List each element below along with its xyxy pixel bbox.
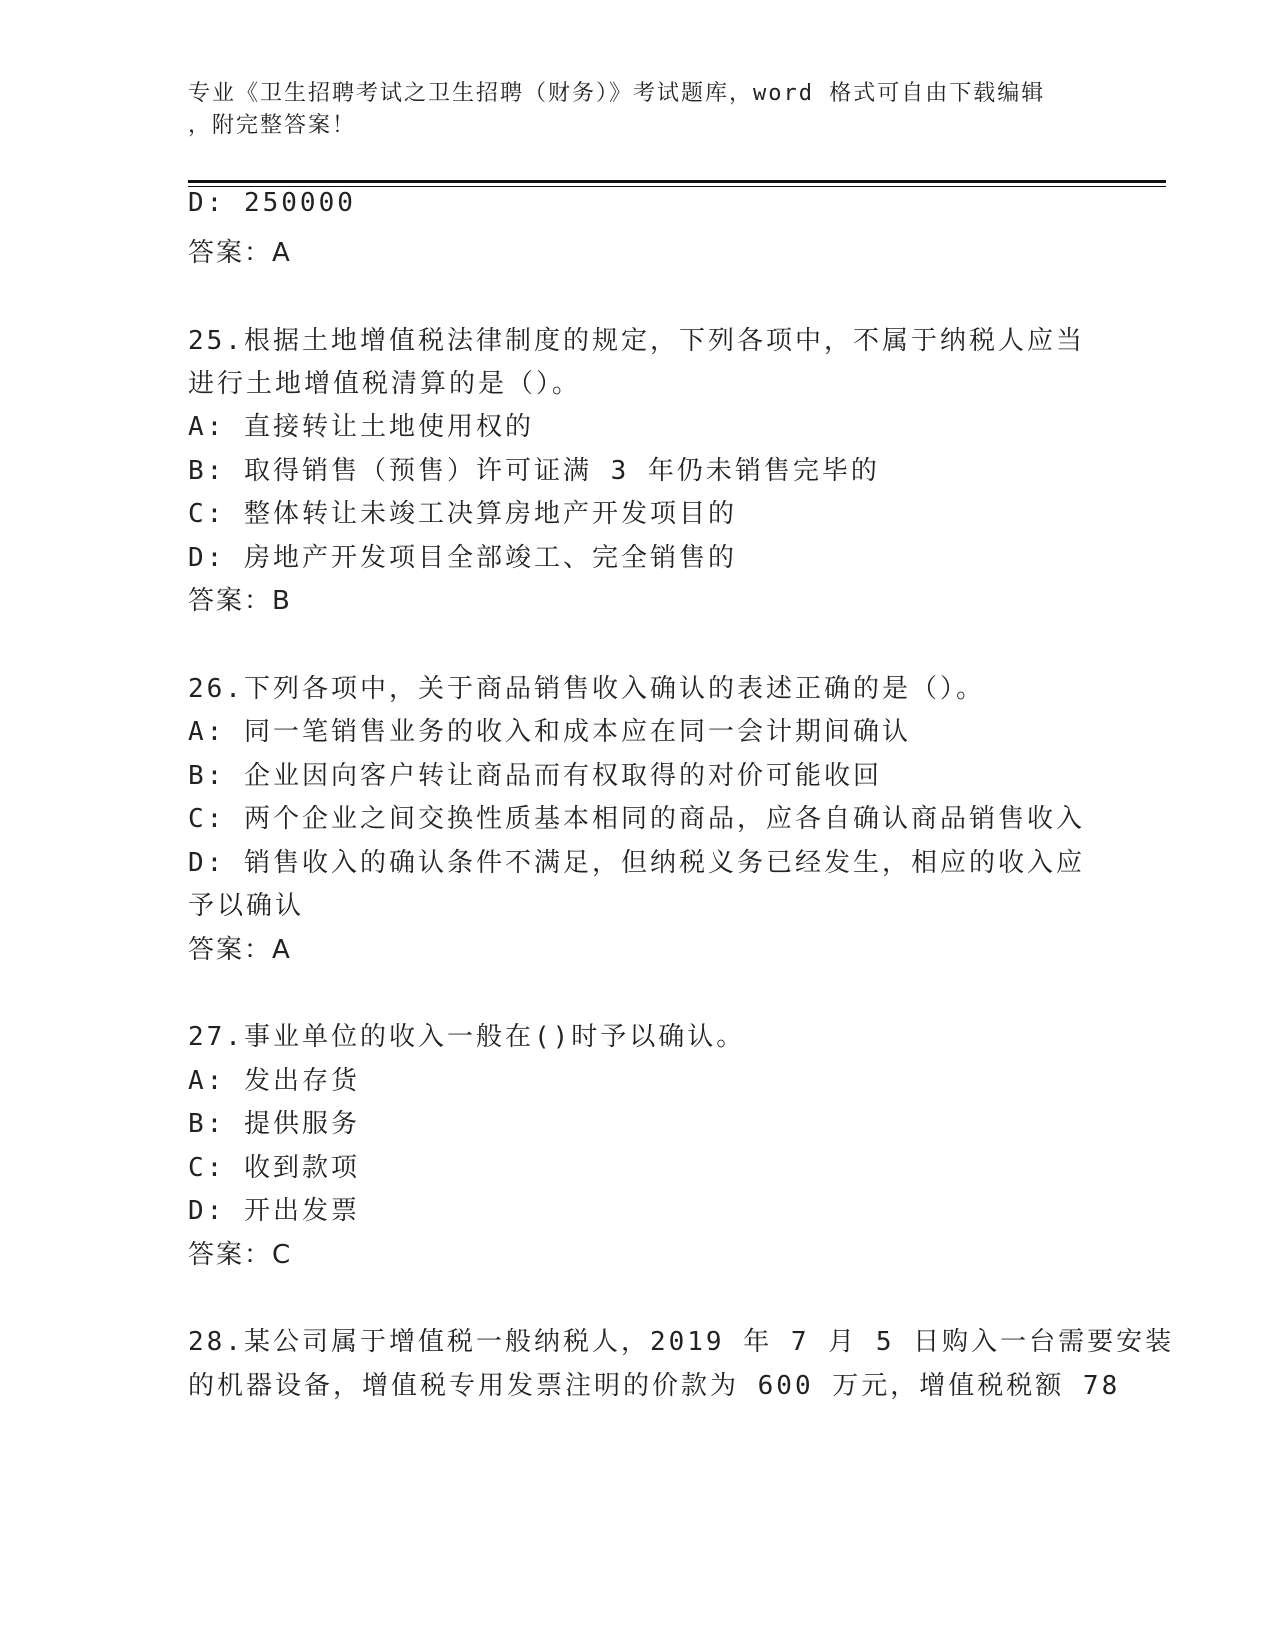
option-a: A: 直接转让土地使用权的 [188,412,534,442]
option-b: B: 企业因向客户转让商品而有权取得的对价可能收回 [188,761,882,791]
option-d: D: 销售收入的确认条件不满足，但纳税义务已经发生，相应的收入应 [188,848,1085,878]
option-c: C: 整体转让未竣工决算房地产开发项目的 [188,499,737,529]
option-d-continuation: 予以确认 [188,891,305,921]
header-divider-thick [188,180,1166,183]
option-d: D: 房地产开发项目全部竣工、完全销售的 [188,543,737,573]
option-c: C: 两个企业之间交换性质基本相同的商品，应各自确认商品销售收入 [188,804,1085,834]
header-title-line-1: 专业《卫生招聘考试之卫生招聘（财务）》考试题库，word 格式可自由下载编辑 [188,81,1046,106]
question-stem-line: 25.根据土地增值税法律制度的规定，下列各项中，不属于纳税人应当 [188,326,1085,356]
question-stem-line: 28.某公司属于增值税一般纳税人，2019 年 7 月 5 日购入一台需要安装 [188,1327,1175,1357]
question-stem-line: 26.下列各项中，关于商品销售收入确认的表述正确的是（）。 [188,674,985,704]
question-stem-line: 的机器设备，增值税专用发票注明的价款为 600 万元，增值税税额 78 [188,1371,1121,1401]
answer-line: 答案：A [188,238,292,268]
header-title-line-2: ，附完整答案！ [188,113,357,138]
answer-line: 答案：B [188,586,292,616]
question-stem-line: 27.事业单位的收入一般在()时予以确认。 [188,1022,746,1052]
answer-line: 答案：A [188,935,292,965]
option-c: C: 收到款项 [188,1153,360,1183]
answer-line: 答案：C [188,1240,293,1270]
option-d: D: 开出发票 [188,1196,360,1226]
option-a: A: 同一笔销售业务的收入和成本应在同一会计期间确认 [188,717,911,747]
option-d: D: 250000 [188,188,356,218]
option-b: B: 提供服务 [188,1109,360,1139]
question-stem-line: 进行土地增值税清算的是（）。 [188,369,582,399]
option-b: B: 取得销售（预售）许可证满 3 年仍未销售完毕的 [188,456,880,486]
header-divider-thin [188,186,1166,187]
option-a: A: 发出存货 [188,1066,360,1096]
